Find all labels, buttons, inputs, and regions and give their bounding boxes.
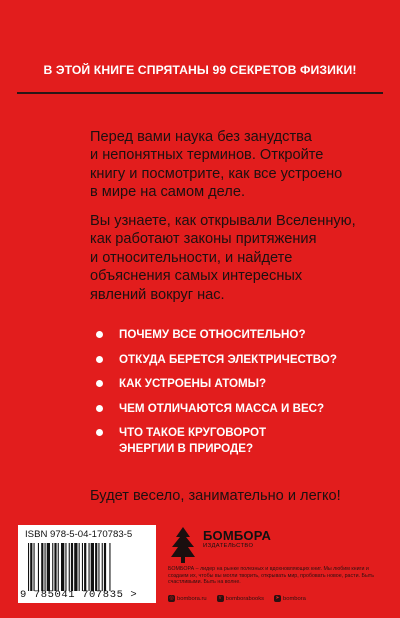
telegram-icon: ➤	[275, 595, 280, 601]
bullet-dot-icon	[96, 429, 103, 436]
intro-line: в мире на самом деле.	[90, 184, 245, 201]
question-item	[96, 327, 386, 343]
intro-paragraph	[90, 128, 390, 202]
social-link-books[interactable]	[217, 595, 264, 602]
barcode-panel	[18, 525, 156, 603]
intro-line: и непонятных терминов. Откройте	[90, 147, 324, 164]
barcode-bars	[28, 543, 152, 591]
question-text: ПОЧЕМУ ВСЕ ОТНОСИТЕЛЬНО?	[119, 328, 306, 341]
publisher-note: БОМБОРА – лидер на рынке полезных и вдохновляющих книг. Мы любим книги и создаем их, чтобы вы могли творить, открывать мир, пробовать новое, расти. Быть счастливыми. Быть на волне.	[168, 566, 374, 586]
social-label: bombora.ru	[177, 595, 207, 602]
question-text: ОТКУДА БЕРЕТСЯ ЭЛЕКТРИЧЕСТВО?	[119, 352, 337, 366]
instagram-icon: ◎	[169, 595, 174, 601]
vk-icon: v	[217, 595, 224, 602]
cover-headline: В ЭТОЙ КНИГЕ СПРЯТАНЫ 99 СЕКРЕТОВ ФИЗИКИ!	[43, 63, 357, 77]
social-link-telegram[interactable]	[274, 595, 306, 602]
question-list	[96, 327, 386, 465]
bullet-dot-icon	[96, 331, 103, 338]
intro-line: Перед вами наука без занудства	[90, 129, 312, 145]
learn-paragraph	[90, 212, 390, 304]
publisher-subtitle: ИЗДАТЕЛЬСТВО	[203, 543, 254, 549]
question-text: ЧТО ТАКОЕ КРУГОВОРОТ ЭНЕРГИИ В ПРИРОДЕ?	[119, 426, 267, 455]
learn-line: явлений вокруг нас.	[90, 286, 225, 303]
bullet-dot-icon	[96, 405, 103, 412]
divider-line	[17, 92, 383, 94]
question-text: КАК УСТРОЕНЫ АТОМЫ?	[119, 377, 267, 390]
social-link-site[interactable]	[168, 595, 207, 602]
question-item	[96, 376, 386, 392]
question-text: ЧЕМ ОТЛИЧАЮТСЯ МАССА И ВЕС?	[119, 401, 325, 415]
learn-line: как работают законы притяжения	[90, 231, 317, 248]
question-item	[96, 425, 386, 456]
question-item	[96, 352, 386, 368]
social-links	[168, 595, 390, 602]
intro-line: книгу и посмотрите, как все устроено	[90, 165, 343, 182]
barcode-digits: 9 785041 707835 >	[20, 589, 138, 601]
question-item	[96, 401, 386, 417]
learn-line: объяснения самых интересных	[90, 268, 303, 285]
bombora-logo-icon	[168, 525, 198, 565]
closing-line: Будет весело, занимательно и легко!	[90, 488, 341, 504]
social-label: bombora	[283, 595, 306, 602]
bullet-dot-icon	[96, 380, 103, 387]
social-label: bomborabooks	[225, 595, 265, 602]
learn-line: Вы узнаете, как открывали Вселенную,	[90, 213, 356, 229]
learn-line: и относительности, и найдете	[90, 249, 293, 266]
isbn-label: ISBN 978-5-04-170783-5	[25, 529, 133, 540]
publisher-name: БОМБОРА	[203, 528, 272, 543]
bullet-dot-icon	[96, 356, 103, 363]
